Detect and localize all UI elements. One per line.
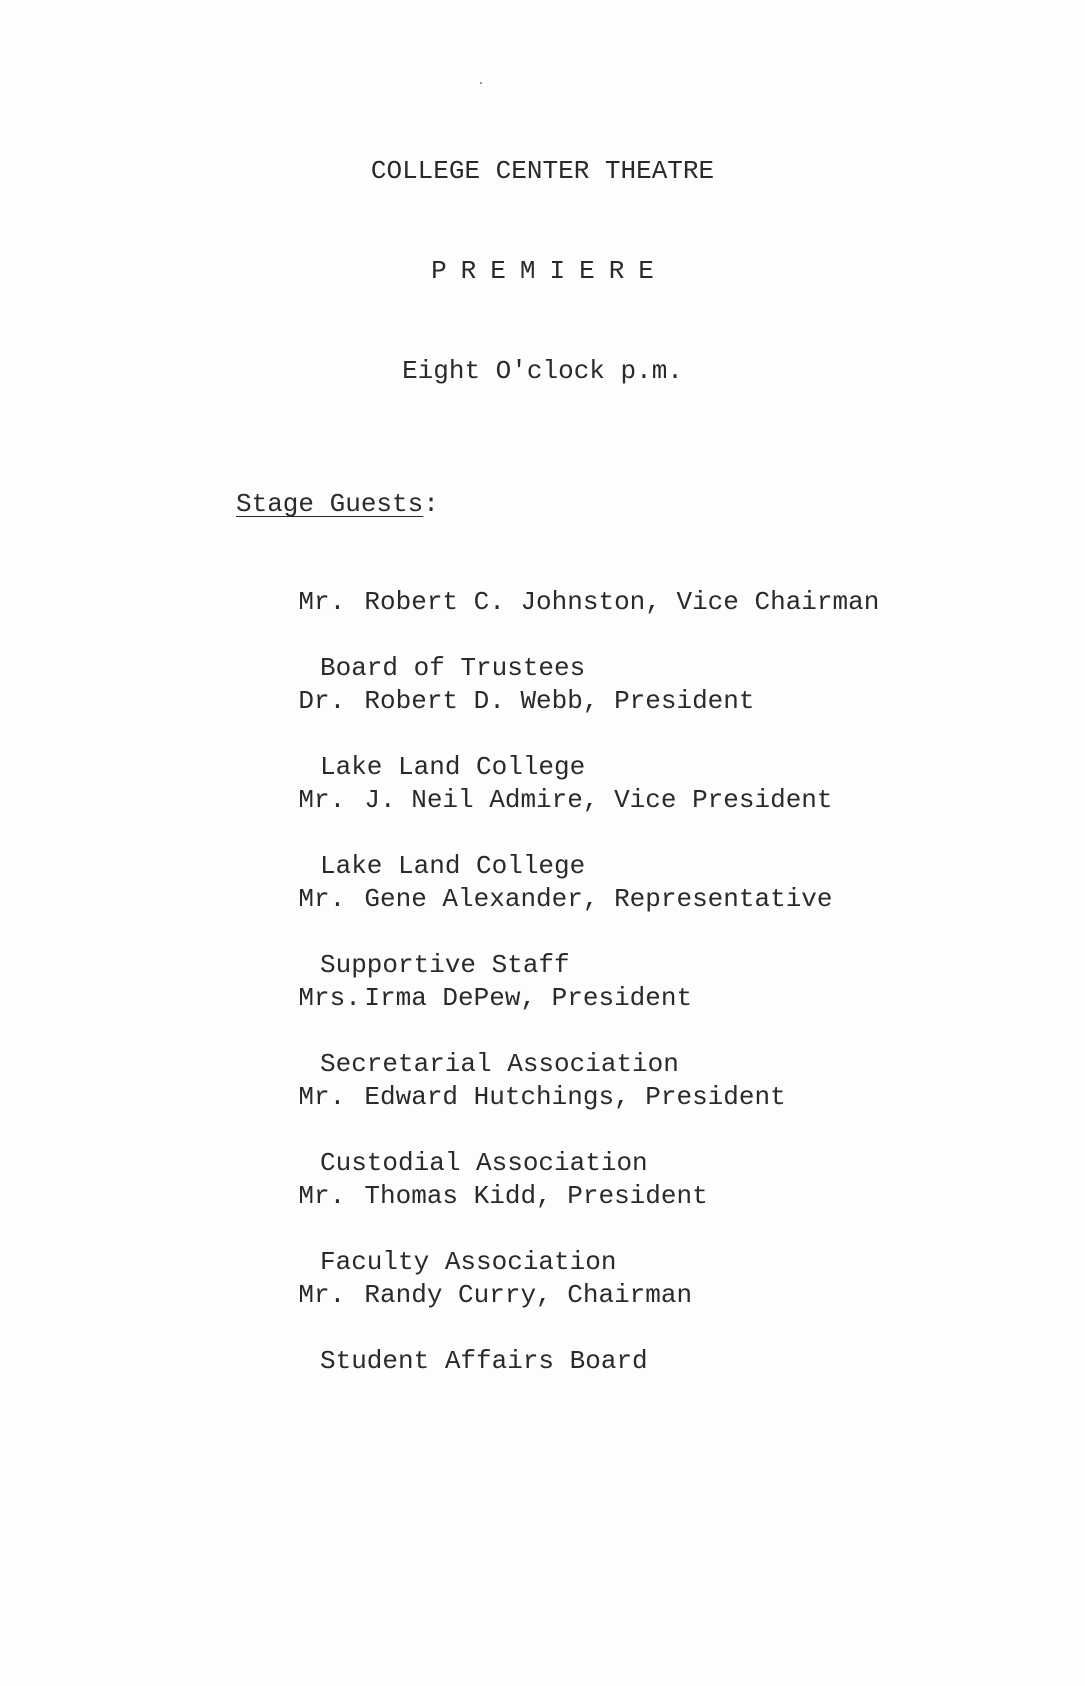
premiere-heading: PREMIERE [431, 256, 668, 286]
guest-name-title: Randy Curry, Chairman [364, 1280, 693, 1310]
guest-name-title: Thomas Kidd, President [364, 1181, 708, 1211]
guest-organization: Supportive Staff [320, 950, 570, 980]
guest-organization: Student Affairs Board [320, 1346, 648, 1376]
guest-organization: Lake Land College [320, 851, 586, 881]
guest-organization: Secretarial Association [320, 1049, 679, 1079]
theatre-title: COLLEGE CENTER THEATRE [370, 156, 715, 186]
guest-honorific: Mr. [298, 1280, 346, 1310]
guest-honorific: Mr. [298, 1082, 346, 1112]
guest-organization: Custodial Association [320, 1148, 648, 1178]
guest-organization: Lake Land College [320, 752, 586, 782]
guest-organization: Board of Trustees [320, 653, 586, 683]
event-time: Eight O'clock p.m. [402, 356, 683, 386]
guest-honorific: Dr. [298, 686, 346, 716]
guest-name-title: Irma DePew, President [364, 983, 693, 1013]
guest-honorific: Mr. [298, 785, 346, 815]
guest-honorific: Mr. [298, 587, 346, 617]
stage-guests-heading [236, 488, 439, 520]
stage-guests-heading-colon: : [423, 489, 439, 519]
guest-name-title: Edward Hutchings, President [364, 1082, 786, 1112]
guest-name-title: Robert C. Johnston, Vice Chairman [364, 587, 880, 617]
guest-honorific: Mr. [298, 884, 346, 914]
guest-name-title: Gene Alexander, Representative [364, 884, 833, 914]
guest-name-title: J. Neil Admire, Vice President [364, 785, 833, 815]
guest-organization: Faculty Association [320, 1247, 617, 1277]
paper-speck [480, 82, 482, 84]
stage-guests-heading-text: Stage Guests [236, 489, 424, 519]
guest-name-title: Robert D. Webb, President [364, 686, 755, 716]
guest-honorific: Mr. [298, 1181, 346, 1211]
guest-entry [236, 1246, 692, 1444]
guest-honorific: Mrs. [298, 983, 361, 1013]
